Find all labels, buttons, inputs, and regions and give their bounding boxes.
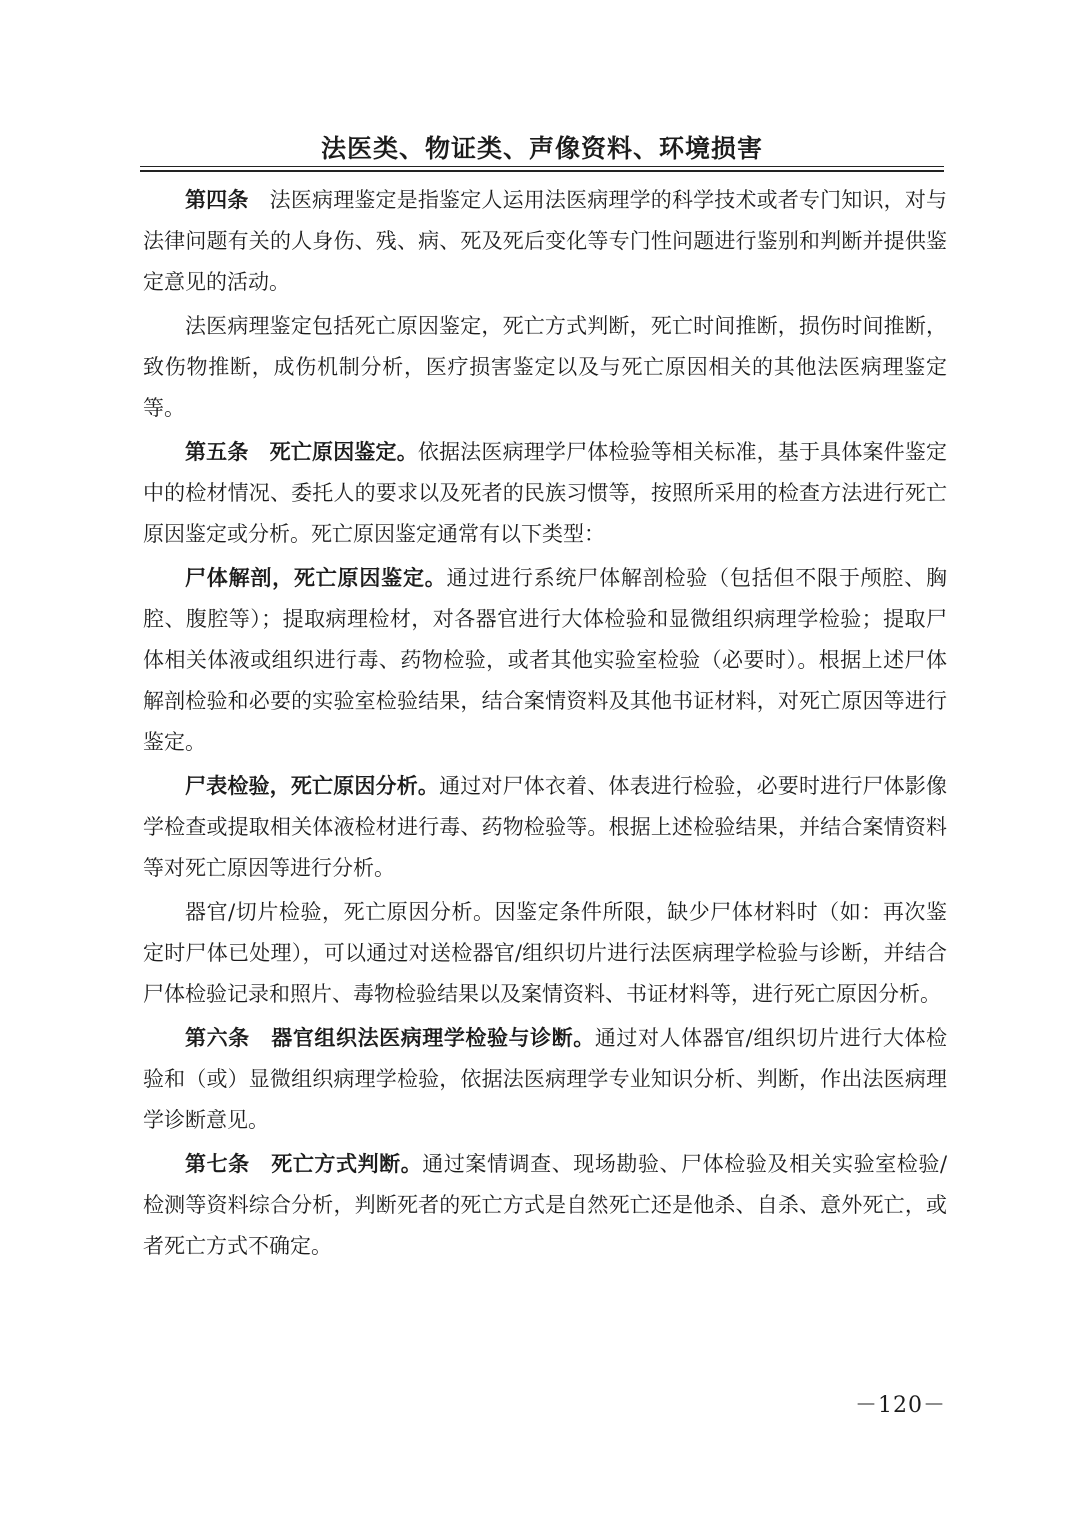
header-rule-thick	[140, 170, 944, 172]
header-title: 法医类、物证类、声像资料、环境损害	[320, 134, 763, 163]
paragraph-heading: 死亡方式判断。	[270, 1152, 423, 1176]
paragraph-text: 法医病理鉴定是指鉴定人运用法医病理学的科学技术或者专门知识，对与法律问题有关的人身伤、残、病、死及死后变化等专门性问题进行鉴别和判断并提供鉴定意见的活动。	[143, 188, 947, 294]
body-text	[143, 180, 947, 1270]
paragraph-heading: 尸体解剖，死亡原因鉴定。	[185, 566, 447, 590]
paragraph-article-6	[143, 1018, 947, 1141]
paragraph-text: 通过对尸体衣着、体表进行检验，必要时进行尸体影像学检查或提取相关体液检材进行毒、药物检验等。根据上述检验结果，并结合案情资料等对死亡原因等进行分析。	[143, 774, 948, 880]
article-label: 第六条	[185, 1026, 250, 1050]
paragraph-text: 器官/切片检验，死亡原因分析。因鉴定条件所限，缺少尸体材料时（如：再次鉴定时尸体已处理），可以通过对送检器官/组织切片进行法医病理学检验与诊断，并结合尸体检验记录和照片、毒物检验结果以及案情资料、书证材料等，进行死亡原因分析。	[143, 900, 947, 1006]
article-label: 第五条	[185, 440, 249, 464]
paragraph-article-7	[143, 1144, 947, 1267]
paragraph-text: 通过对人体器官/组织切片进行大体检验和（或）显微组织病理学检验，依据法医病理学专业知识分析、判断，作出法医病理学诊断意见。	[143, 1026, 948, 1132]
article-label: 第七条	[185, 1152, 250, 1176]
paragraph-heading: 死亡原因鉴定。	[269, 440, 418, 464]
page-header	[140, 132, 944, 166]
paragraph-text: 依据法医病理学尸体检验等相关标准，基于具体案件鉴定中的检材情况、委托人的要求以及死者的民族习惯等，按照所采用的检查方法进行死亡原因鉴定或分析。死亡原因鉴定通常有以下类型：	[143, 440, 948, 546]
paragraph-organ-exam	[143, 892, 947, 1015]
paragraph-heading: 器官组织法医病理学检验与诊断。	[270, 1026, 595, 1050]
paragraph-heading: 尸表检验，死亡原因分析。	[185, 774, 440, 798]
paragraph-autopsy	[143, 558, 947, 763]
paragraph-external-exam	[143, 766, 947, 889]
paragraph-text: 法医病理鉴定包括死亡原因鉴定，死亡方式判断，死亡时间推断，损伤时间推断，致伤物推断，成伤机制分析，医疗损害鉴定以及与死亡原因相关的其他法医病理鉴定等。	[143, 314, 947, 420]
paragraph-scope	[143, 306, 947, 429]
header-rule-thin	[140, 166, 944, 167]
paragraph-article-4	[143, 180, 947, 303]
paragraph-text: 通过案情调查、现场勘验、尸体检验及相关实验室检验/检测等资料综合分析，判断死者的死亡方式是自然死亡还是他杀、自杀、意外死亡，或者死亡方式不确定。	[143, 1152, 948, 1258]
page-number: －120－	[855, 1393, 946, 1418]
paragraph-article-5	[143, 432, 947, 555]
article-label: 第四条	[185, 188, 249, 212]
paragraph-text: 通过进行系统尸体解剖检验（包括但不限于颅腔、胸腔、腹腔等）；提取病理检材，对各器官进行大体检验和显微组织病理学检验；提取尸体相关体液或组织进行毒、药物检验，或者其他实验室检验（必要时）。根据上述尸体解剖检验和必要的实验室检验结果，结合案情资料及其他书证材料，对死亡原因等进行鉴定。	[143, 566, 947, 754]
